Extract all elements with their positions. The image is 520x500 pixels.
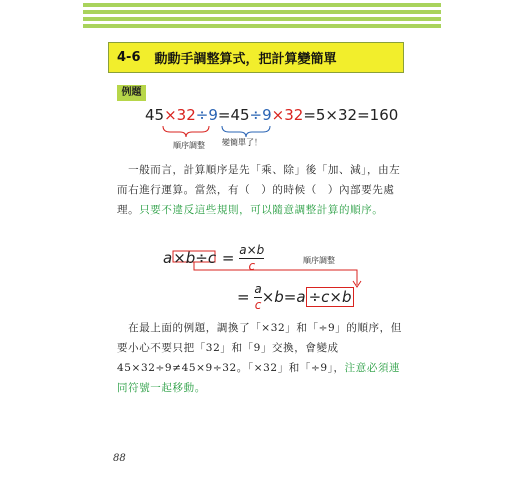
paragraph-2-highlight: 注意必須連同符號一起移動。 — [117, 362, 401, 394]
paragraph-1-highlight: 只要不違反這些規則，可以隨意調整計算的順序。 — [139, 204, 384, 216]
eq-term-red: ×32 — [271, 106, 304, 124]
paragraph-1 — [117, 160, 409, 220]
eq-term-red: ×32 — [164, 106, 196, 124]
eq-term-blue: ÷9 — [249, 106, 272, 124]
brace-right — [222, 126, 270, 137]
formula-line-1 — [163, 244, 264, 273]
section-number: 4-6 — [117, 50, 141, 65]
eq-term: 45 — [145, 106, 165, 124]
fraction-numerator: a — [254, 282, 262, 296]
example-tag: 例題 — [117, 85, 146, 101]
eq-term-blue: ÷9 — [195, 106, 218, 124]
formula-boxed-term: ×b÷c — [173, 249, 217, 267]
paragraph-2 — [117, 318, 409, 398]
formula-line-2 — [237, 283, 354, 312]
simplified-label: 變簡單了！ — [222, 138, 262, 147]
fraction-denominator: c — [248, 259, 256, 273]
formula-boxed-term-2: ÷c×b — [306, 287, 355, 307]
formula-order-adjust-label: 順序調整 — [303, 256, 335, 265]
fraction-denominator: c — [254, 298, 262, 312]
formula-term: ×b=a — [261, 288, 306, 306]
eq-term: =5×32=160 — [303, 106, 399, 124]
formula-fraction-2 — [254, 283, 261, 312]
section-title: 動動手調整算式，把計算變簡單 — [154, 52, 337, 67]
paragraph-1-text: 一般而言，計算順序是先「乘、除」後「加、減」，由左而右進行運算。當然，有（ ）的時候（ ）內部要先處理。 — [117, 164, 401, 216]
brace-left — [163, 126, 209, 137]
formula-equals: = — [237, 288, 250, 306]
order-adjust-label: 順序調整 — [173, 141, 205, 150]
paragraph-2-text: 在最上面的例題，調換了「×32」和「÷9」的順序，但要小心不要只把「32」和「9」交換，會變成45×32÷9≠45×9÷32。「×32」和「÷9」， — [117, 322, 402, 374]
formula-equals: = — [221, 249, 235, 267]
fraction-numerator: a×b — [239, 243, 265, 257]
formula-a: a — [163, 249, 173, 267]
page-number: 88 — [113, 453, 126, 464]
formula-fraction-1 — [239, 244, 264, 273]
eq-term: =45 — [217, 106, 250, 124]
